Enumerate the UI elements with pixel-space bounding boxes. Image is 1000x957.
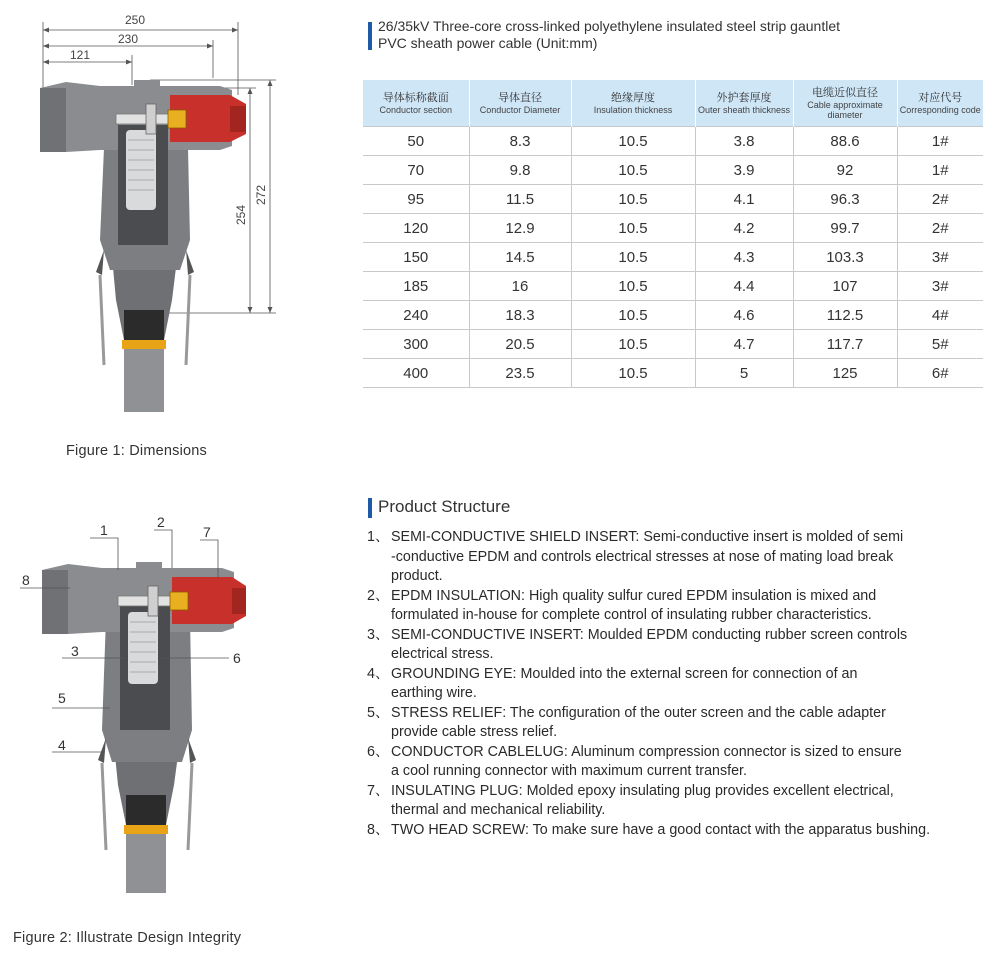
- table-title: [378, 18, 978, 52]
- list-item: 3、 SEMI-CONDUCTIVE INSERT: Moulded EPDM conducting rubber screen controls electrical stress.: [367, 626, 908, 662]
- spec-table: [363, 80, 983, 388]
- table-row: 95 11.5 10.5 4.1 96.3 2#: [363, 185, 983, 214]
- table-row: 185 16 10.5 4.4 107 3#: [363, 272, 983, 301]
- table-row: 50 8.3 10.5 3.8 88.6 1#: [363, 127, 983, 156]
- structure-title: Product Structure: [378, 497, 511, 516]
- table-row: 400 23.5 10.5 5 125 6#: [363, 359, 983, 388]
- elbow-connector-exploded-drawing: [42, 562, 246, 893]
- dim-254: 254: [234, 204, 248, 226]
- dim-121: 121: [69, 48, 91, 62]
- list-item: 7、 INSULATING PLUG: Molded epoxy insulating plug provides excellent electrical, thermal and mechanical reliability.: [367, 782, 894, 818]
- dim-272: 272: [254, 184, 268, 206]
- table-title-line1: 26/35kV Three-core cross-linked polyethylene insulated steel strip gauntlet: [378, 18, 840, 34]
- table-row: 240 18.3 10.5 4.6 112.5 4#: [363, 301, 983, 330]
- header-outer-sheath: 外护套厚度 Outer sheath thickness: [695, 80, 793, 127]
- elbow-connector-drawing: [40, 80, 246, 412]
- figure1-caption: Figure 1: Dimensions: [66, 443, 207, 459]
- table-row: 150 14.5 10.5 4.3 103.3 3#: [363, 243, 983, 272]
- structure-title-accent: [368, 498, 372, 518]
- dim-250: 250: [124, 13, 146, 27]
- label-5: 5: [58, 690, 66, 706]
- spec-table-header: [363, 80, 983, 127]
- list-item: 2、 EPDM INSULATION: High quality sulfur cured EPDM insulation is mixed and formulated in-house for complete control of insulating rubber characteristics.: [367, 587, 877, 623]
- label-7: 7: [203, 524, 211, 540]
- list-item: 6、 CONDUCTOR CABLELUG: Aluminum compression connector is sized to ensure a cool running connector with maximum current transfer.: [367, 743, 902, 779]
- label-2: 2: [157, 514, 165, 530]
- list-item: 8、 TWO HEAD SCREW: To make sure have a good contact with the apparatus bushing.: [367, 821, 931, 838]
- table-title-accent: [368, 22, 372, 50]
- label-4: 4: [58, 737, 66, 753]
- label-6: 6: [233, 650, 241, 666]
- list-item: 1、 SEMI-CONDUCTIVE SHIELD INSERT: Semi-conductive insert is molded of semi -conductive EPDM and controls electrical stresses at nose of mating load break product.: [367, 529, 904, 584]
- header-conductor-diameter: 导体直径 Conductor Diameter: [469, 80, 571, 127]
- label-1: 1: [100, 522, 108, 538]
- dim-230: 230: [117, 32, 139, 46]
- header-conductor-section: 导体标称截面 Conductor section: [363, 80, 469, 127]
- structure-list: [367, 528, 993, 840]
- header-cable-diameter: 电缆近似直径 Cable approximate diameter: [793, 80, 897, 127]
- figure2-caption: Figure 2: Illustrate Design Integrity: [13, 930, 242, 946]
- table-row: 120 12.9 10.5 4.2 99.7 2#: [363, 214, 983, 243]
- list-item: 4、 GROUNDING EYE: Moulded into the external screen for connection of an earthing wire.: [367, 665, 858, 701]
- header-code: 对应代号 Corresponding code: [897, 80, 983, 127]
- header-insulation-thickness: 绝缘厚度 Insulation thickness: [571, 80, 695, 127]
- table-title-line2: PVC sheath power cable (Unit:mm): [378, 35, 598, 51]
- table-row: 300 20.5 10.5 4.7 117.7 5#: [363, 330, 983, 359]
- label-8: 8: [22, 572, 30, 588]
- figure2-drawing: [0, 500, 330, 900]
- list-item: 5、 STRESS RELIEF: The configuration of the outer screen and the cable adapter provide cable stress relief.: [367, 704, 886, 740]
- figure1-drawing: [0, 0, 330, 430]
- label-3: 3: [71, 643, 79, 659]
- table-row: 70 9.8 10.5 3.9 92 1#: [363, 156, 983, 185]
